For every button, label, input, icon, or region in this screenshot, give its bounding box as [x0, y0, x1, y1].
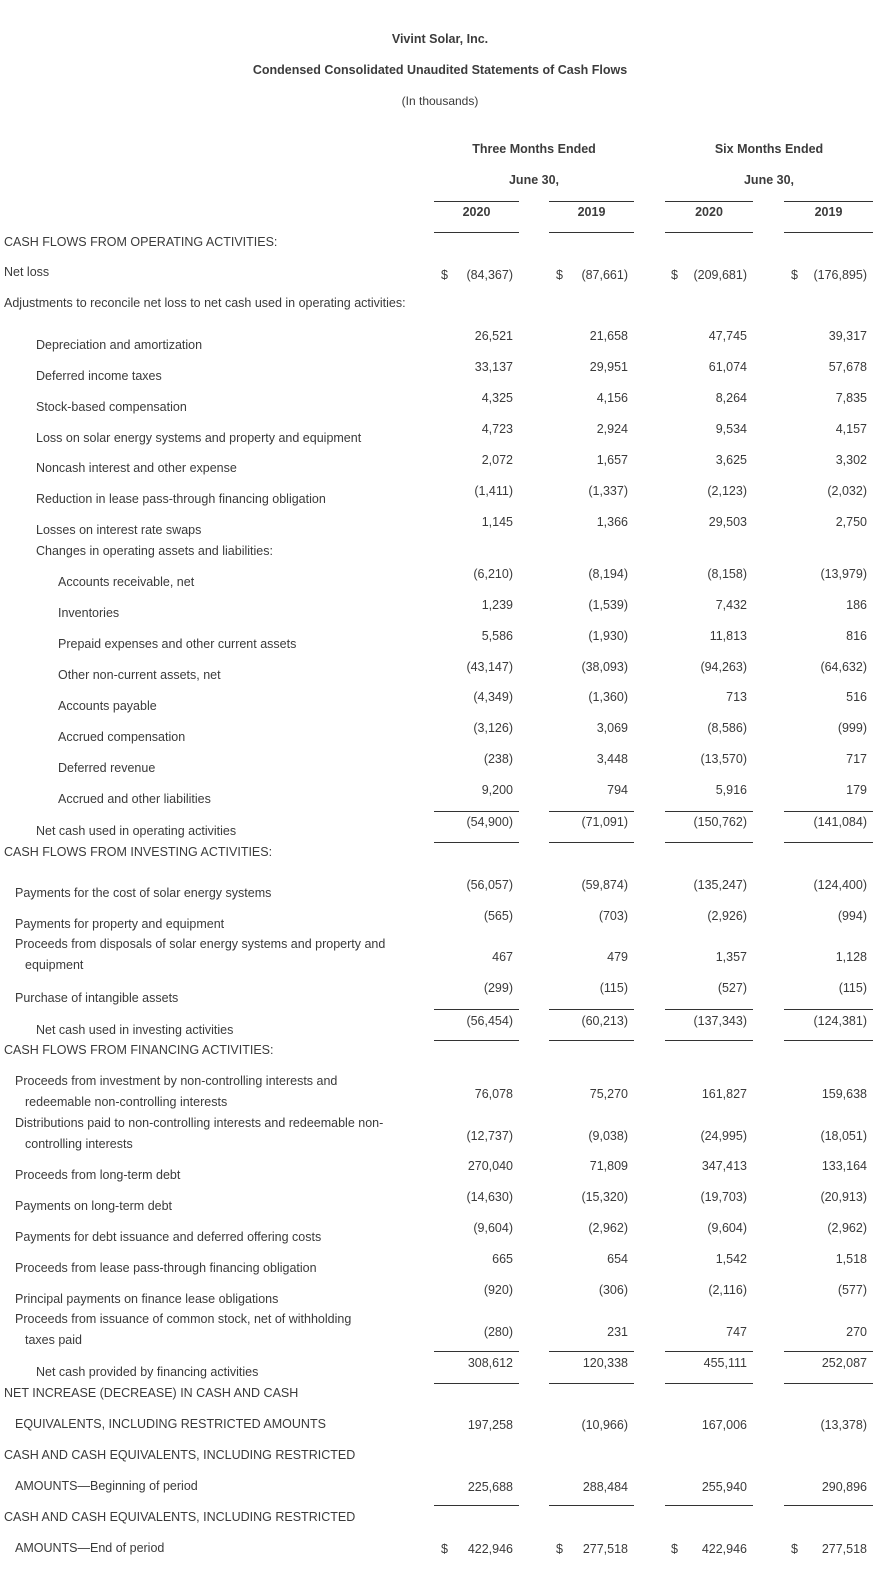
row-label: Changes in operating assets and liabilities:: [36, 544, 273, 558]
row-value: 1,128: [835, 950, 867, 964]
row-value: (920): [483, 1283, 513, 1297]
row-label: Proceeds from investment by non-controlling interests and redeemable non-controlling interests: [15, 1074, 338, 1109]
row-value: 288,484: [582, 1480, 628, 1494]
three-months-date: June 30,: [508, 173, 560, 187]
row-value: 75,270: [589, 1087, 628, 1101]
row-label: Net cash provided by financing activities: [36, 1365, 259, 1379]
row-label: Reduction in lease pass-through financing obligation: [36, 492, 326, 506]
row-value: 747: [726, 1325, 747, 1339]
row-value: (209,681): [693, 268, 747, 282]
three-months-header: Three Months Ended: [472, 142, 596, 156]
row-label: Net cash used in investing activities: [36, 1023, 234, 1037]
row-label: NET INCREASE (DECREASE) IN CASH AND CASH: [4, 1386, 299, 1400]
row-value: (306): [598, 1283, 628, 1297]
row-value: (54,900): [466, 815, 513, 829]
row-value: 133,164: [821, 1159, 867, 1173]
row-label: CASH FLOWS FROM INVESTING ACTIVITIES:: [4, 845, 273, 859]
row-label: Purchase of intangible assets: [15, 991, 179, 1005]
year-header-6m-2019: 2019: [814, 205, 843, 219]
row-label: Adjustments to reconcile net loss to net cash used in operating activities:: [4, 296, 406, 310]
row-value: 33,137: [474, 360, 513, 374]
row-label: Noncash interest and other expense: [36, 461, 237, 475]
year-header-3m-2020: 2020: [462, 205, 491, 219]
year-header-3m-2019: 2019: [577, 205, 606, 219]
row-value: (13,378): [820, 1418, 867, 1432]
row-value: (527): [717, 981, 747, 995]
row-value: (1,337): [588, 484, 628, 498]
row-label: Accounts receivable, net: [58, 575, 195, 589]
header-top-rule: [784, 201, 873, 202]
row-label: Payments on long-term debt: [15, 1199, 173, 1213]
row-value: 186: [846, 598, 867, 612]
row-value: 71,809: [589, 1159, 628, 1173]
row-value: (2,032): [827, 484, 867, 498]
year-header-6m-2020: 2020: [695, 205, 723, 219]
row-value: (3,126): [473, 721, 513, 735]
row-value: (2,926): [707, 909, 747, 923]
row-value: 422,946: [701, 1542, 747, 1556]
row-value: (8,158): [707, 567, 747, 581]
row-value: 29,503: [708, 515, 747, 529]
row-label: CASH FLOWS FROM FINANCING ACTIVITIES:: [4, 1043, 274, 1057]
row-label: Prepaid expenses and other current assets: [58, 637, 297, 651]
currency-symbol: $: [556, 1542, 563, 1556]
row-value: 47,745: [708, 329, 747, 343]
row-label: Losses on interest rate swaps: [36, 523, 202, 537]
six-months-date: June 30,: [743, 173, 795, 187]
row-label: Depreciation and amortization: [36, 338, 203, 352]
row-value: (8,194): [588, 567, 628, 581]
header-top-rule: [434, 201, 519, 202]
row-label: CASH FLOWS FROM OPERATING ACTIVITIES:: [4, 235, 278, 249]
header-bottom-rule: [549, 232, 634, 233]
subtotal-rule: [784, 811, 873, 812]
row-value: (94,263): [700, 660, 747, 674]
row-value: 794: [607, 783, 628, 797]
currency-symbol: $: [556, 268, 563, 282]
row-value: 3,625: [715, 453, 747, 467]
row-label: Proceeds from issuance of common stock, net of withholding taxes paid: [15, 1312, 352, 1347]
row-value: 5,916: [715, 783, 747, 797]
row-value: 5,586: [481, 629, 513, 643]
row-value: (10,966): [581, 1418, 628, 1432]
row-value: 270,040: [467, 1159, 513, 1173]
row-value: (71,091): [581, 815, 628, 829]
row-label: Accrued compensation: [58, 730, 186, 744]
row-value: 270: [846, 1325, 867, 1339]
row-label: Accrued and other liabilities: [58, 792, 211, 806]
row-value: (9,604): [707, 1221, 747, 1235]
row-value: 3,302: [835, 453, 867, 467]
row-value: (115): [599, 981, 628, 995]
subtotal-rule: [549, 1009, 634, 1010]
company-name: Vivint Solar, Inc.: [391, 32, 489, 46]
row-value: (1,539): [588, 598, 628, 612]
total-rule: [549, 1383, 634, 1384]
row-value: 197,258: [467, 1418, 513, 1432]
row-label: Other non-current assets, net: [58, 668, 221, 682]
statement-title: Condensed Consolidated Unaudited Statements of Cash Flows: [252, 63, 628, 77]
row-value: (137,343): [693, 1014, 747, 1028]
row-label: EQUIVALENTS, INCLUDING RESTRICTED AMOUNTS: [15, 1417, 326, 1431]
row-value: 4,157: [835, 422, 867, 436]
row-value: 7,835: [835, 391, 867, 405]
row-value: 29,951: [589, 360, 628, 374]
row-label: Payments for debt issuance and deferred offering costs: [15, 1230, 322, 1244]
row-value: (8,586): [707, 721, 747, 735]
row-value: 57,678: [828, 360, 867, 374]
row-value: (9,604): [473, 1221, 513, 1235]
row-value: (12,737): [466, 1129, 513, 1143]
row-value: (994): [837, 909, 867, 923]
row-value: (2,123): [707, 484, 747, 498]
row-value: 1,239: [481, 598, 513, 612]
subtotal-rule: [434, 1505, 519, 1506]
row-value: 455,111: [703, 1356, 747, 1370]
row-value: 4,325: [481, 391, 513, 405]
row-value: (15,320): [581, 1190, 628, 1204]
row-value: 290,896: [821, 1480, 867, 1494]
row-value: (87,661): [581, 268, 628, 282]
row-value: 2,924: [596, 422, 628, 436]
row-value: 467: [492, 950, 513, 964]
currency-symbol: $: [441, 268, 448, 282]
row-value: 1,357: [715, 950, 747, 964]
total-rule: [665, 842, 753, 843]
row-value: 8,264: [715, 391, 747, 405]
row-value: (141,084): [813, 815, 867, 829]
row-label: Stock-based compensation: [36, 400, 187, 414]
row-value: 7,432: [715, 598, 747, 612]
subtotal-rule: [434, 1351, 519, 1352]
row-value: 21,658: [589, 329, 628, 343]
row-label: Proceeds from disposals of solar energy systems and property and equipment: [15, 937, 386, 972]
row-value: 9,534: [715, 422, 747, 436]
subtotal-rule: [434, 811, 519, 812]
row-value: 654: [607, 1252, 628, 1266]
row-label: Principal payments on finance lease obligations: [15, 1292, 279, 1306]
total-rule: [665, 1383, 753, 1384]
row-value: (4,349): [473, 690, 513, 704]
row-value: 1,657: [596, 453, 628, 467]
row-value: 347,413: [701, 1159, 747, 1173]
row-label: Net loss: [4, 265, 50, 279]
row-value: (56,057): [466, 878, 513, 892]
row-value: (13,979): [820, 567, 867, 581]
row-value: 3,069: [596, 721, 628, 735]
row-value: (135,247): [693, 878, 747, 892]
subtotal-rule: [549, 1351, 634, 1352]
row-label: Deferred income taxes: [36, 369, 162, 383]
row-value: 26,521: [474, 329, 513, 343]
row-value: (64,632): [820, 660, 867, 674]
row-value: 39,317: [828, 329, 867, 343]
row-value: (19,703): [700, 1190, 747, 1204]
row-value: 479: [607, 950, 628, 964]
row-label: Payments for the cost of solar energy systems: [15, 886, 272, 900]
total-rule: [549, 842, 634, 843]
row-value: 11,813: [709, 629, 747, 643]
row-value: 2,750: [835, 515, 867, 529]
subtotal-rule: [784, 1505, 873, 1506]
row-value: 277,518: [821, 1542, 867, 1556]
row-label: Payments for property and equipment: [15, 917, 225, 931]
row-value: 225,688: [467, 1480, 513, 1494]
row-value: 713: [726, 690, 747, 704]
row-value: (18,051): [820, 1129, 867, 1143]
row-value: (150,762): [693, 815, 747, 829]
header-top-rule: [549, 201, 634, 202]
row-value: (280): [483, 1325, 513, 1339]
subtotal-rule: [549, 1505, 634, 1506]
subtotal-rule: [784, 1351, 873, 1352]
row-value: (43,147): [466, 660, 513, 674]
row-value: (2,962): [588, 1221, 628, 1235]
row-value: (124,381): [813, 1014, 867, 1028]
row-value: 161,827: [701, 1087, 747, 1101]
row-label: Deferred revenue: [58, 761, 156, 775]
row-label: AMOUNTS—Beginning of period: [15, 1479, 198, 1493]
row-value: (6,210): [473, 567, 513, 581]
total-rule: [665, 1040, 753, 1041]
row-value: 76,078: [474, 1087, 513, 1101]
row-value: (84,367): [466, 268, 513, 282]
subtotal-rule: [665, 1009, 753, 1010]
total-rule: [784, 1040, 873, 1041]
row-label: Distributions paid to non-controlling interests and redeemable non-controlling interests: [15, 1116, 384, 1151]
currency-symbol: $: [671, 1542, 678, 1556]
row-value: (1,930): [588, 629, 628, 643]
row-value: (38,093): [581, 660, 628, 674]
row-value: 252,087: [821, 1356, 867, 1370]
subtotal-rule: [549, 811, 634, 812]
subtotal-rule: [665, 811, 753, 812]
row-label: CASH AND CASH EQUIVALENTS, INCLUDING RESTRICTED: [4, 1448, 356, 1462]
row-value: 120,338: [582, 1356, 628, 1370]
currency-symbol: $: [791, 268, 798, 282]
header-top-rule: [665, 201, 753, 202]
row-value: 167,006: [701, 1418, 747, 1432]
row-value: 3,448: [596, 752, 628, 766]
row-value: 816: [846, 629, 867, 643]
row-value: (176,895): [813, 268, 867, 282]
row-value: (124,400): [813, 878, 867, 892]
row-label: Inventories: [58, 606, 120, 620]
row-value: 1,542: [715, 1252, 747, 1266]
row-value: 231: [607, 1325, 628, 1339]
row-value: (14,630): [466, 1190, 513, 1204]
row-value: (20,913): [820, 1190, 867, 1204]
row-label: CASH AND CASH EQUIVALENTS, INCLUDING RESTRICTED: [4, 1510, 356, 1524]
currency-symbol: $: [671, 268, 678, 282]
row-value: 665: [492, 1252, 513, 1266]
row-value: (115): [838, 981, 867, 995]
subtotal-rule: [665, 1351, 753, 1352]
header-bottom-rule: [784, 232, 873, 233]
total-rule: [784, 1383, 873, 1384]
row-label: AMOUNTS—End of period: [15, 1541, 165, 1555]
row-value: (56,454): [466, 1014, 513, 1028]
row-value: (299): [483, 981, 513, 995]
total-rule: [434, 1040, 519, 1041]
row-label: Accounts payable: [58, 699, 157, 713]
row-label: Loss on solar energy systems and property and equipment: [36, 431, 362, 445]
row-value: (238): [483, 752, 513, 766]
row-value: 516: [846, 690, 867, 704]
row-value: (13,570): [700, 752, 747, 766]
row-value: 255,940: [701, 1480, 747, 1494]
row-value: (565): [483, 909, 513, 923]
row-value: (999): [837, 721, 867, 735]
row-value: 1,366: [596, 515, 628, 529]
row-value: 422,946: [467, 1542, 513, 1556]
currency-symbol: $: [791, 1542, 798, 1556]
six-months-header: Six Months Ended: [714, 142, 824, 156]
row-value: (24,995): [700, 1129, 747, 1143]
row-value: 2,072: [481, 453, 513, 467]
currency-symbol: $: [441, 1542, 448, 1556]
subtotal-rule: [434, 1009, 519, 1010]
row-label: Net cash used in operating activities: [36, 824, 237, 838]
row-value: 179: [846, 783, 867, 797]
total-rule: [434, 842, 519, 843]
row-label: Proceeds from lease pass-through financing obligation: [15, 1261, 317, 1275]
row-value: (577): [837, 1283, 867, 1297]
row-value: 1,145: [481, 515, 513, 529]
row-value: (59,874): [581, 878, 628, 892]
row-value: 159,638: [821, 1087, 867, 1101]
row-value: 308,612: [467, 1356, 513, 1370]
row-value: (9,038): [588, 1129, 628, 1143]
row-value: 4,723: [481, 422, 513, 436]
row-value: (2,116): [708, 1283, 747, 1297]
row-value: 277,518: [582, 1542, 628, 1556]
row-value: 1,518: [835, 1252, 867, 1266]
header-bottom-rule: [665, 232, 753, 233]
units-note: (In thousands): [401, 94, 479, 108]
row-value: 4,156: [596, 391, 628, 405]
row-value: (60,213): [581, 1014, 628, 1028]
total-rule: [434, 1383, 519, 1384]
row-value: (703): [598, 909, 628, 923]
row-value: (1,411): [474, 484, 513, 498]
row-value: (1,360): [588, 690, 628, 704]
row-value: (2,962): [827, 1221, 867, 1235]
subtotal-rule: [784, 1009, 873, 1010]
row-value: 717: [846, 752, 867, 766]
header-bottom-rule: [434, 232, 519, 233]
row-label: Proceeds from long-term debt: [15, 1168, 181, 1182]
subtotal-rule: [665, 1505, 753, 1506]
row-value: 9,200: [481, 783, 513, 797]
row-value: 61,074: [708, 360, 747, 374]
total-rule: [549, 1040, 634, 1041]
total-rule: [784, 842, 873, 843]
